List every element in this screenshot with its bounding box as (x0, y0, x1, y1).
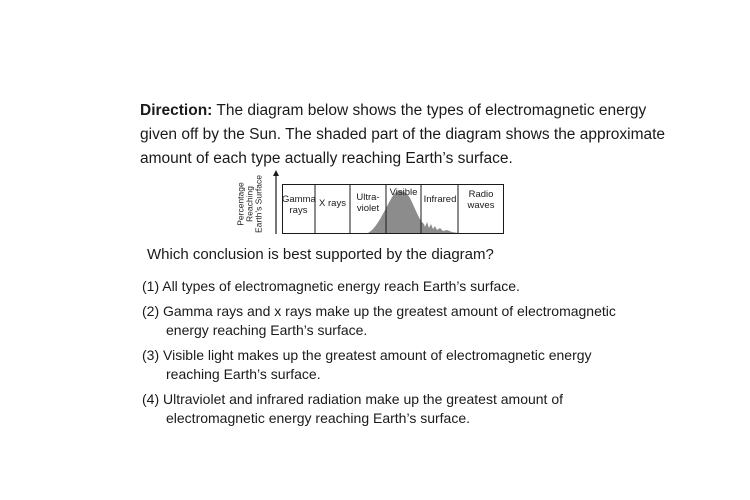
answer-option-line-2: electromagnetic energy reaching Earth’s surface. (166, 410, 471, 426)
band-label-line-2: rays (289, 205, 308, 216)
band-label-line-1: Radio (468, 189, 494, 200)
y-axis-label-line-2: Reaching (244, 186, 255, 222)
direction-line-2: given off by the Sun. The shaded part of the diagram shows the approximate (140, 126, 666, 143)
answer-option-line-1: (2) Gamma rays and x rays make up the greatest amount of electromagnetic (142, 303, 616, 319)
answer-options (142, 277, 622, 434)
band-label-infrared (419, 194, 461, 205)
band-label-gamma-rays (282, 194, 315, 216)
answer-option-line-1: (1) All types of electromagnetic energy reach Earth’s surface. (142, 278, 520, 294)
electromagnetic-spectrum-diagram (225, 170, 505, 238)
band-label-line-1: X rays (319, 198, 346, 209)
band-label-line-1: Visible (389, 187, 418, 198)
band-label-line-2: violet (356, 203, 380, 214)
answer-option-3[interactable] (142, 346, 622, 384)
answer-option-line-1: (4) Ultraviolet and infrared radiation make up the greatest amount of (142, 391, 564, 407)
direction-line-1 (140, 99, 647, 123)
answer-option-2[interactable] (142, 302, 622, 340)
band-label-ultraviolet (350, 192, 386, 214)
band-label-x-rays (315, 198, 350, 209)
question-text: Which conclusion is best supported by the diagram? (147, 246, 494, 263)
band-label-radio-waves (458, 189, 504, 211)
direction-text (140, 99, 666, 171)
y-axis-arrow-icon (271, 170, 281, 236)
y-axis-label-line-3: Earth’s Surface (253, 175, 264, 233)
direction-label: Direction: (140, 102, 213, 119)
y-axis-label-text (237, 175, 264, 233)
answer-option-1[interactable] (142, 277, 622, 296)
band-label-line-1: Infrared (423, 194, 457, 205)
direction-line-3: amount of each type actually reaching Earth’s surface. (140, 150, 513, 167)
band-label-line-1: Gamma (282, 194, 316, 205)
band-label-line-2: waves (467, 200, 495, 211)
y-axis-label (225, 170, 275, 238)
answer-option-line-2: energy reaching Earth’s surface. (166, 322, 368, 338)
y-axis-label-line-1: Percentage (235, 182, 246, 226)
band-label-visible (386, 187, 421, 198)
answer-option-4[interactable] (142, 390, 622, 428)
direction-line-1-text: The diagram below shows the types of electromagnetic energy (216, 102, 647, 119)
answer-option-line-2: reaching Earth’s surface. (166, 366, 321, 382)
band-label-line-1: Ultra- (356, 192, 380, 203)
answer-option-line-1: (3) Visible light makes up the greatest amount of electromagnetic energy (142, 347, 592, 363)
